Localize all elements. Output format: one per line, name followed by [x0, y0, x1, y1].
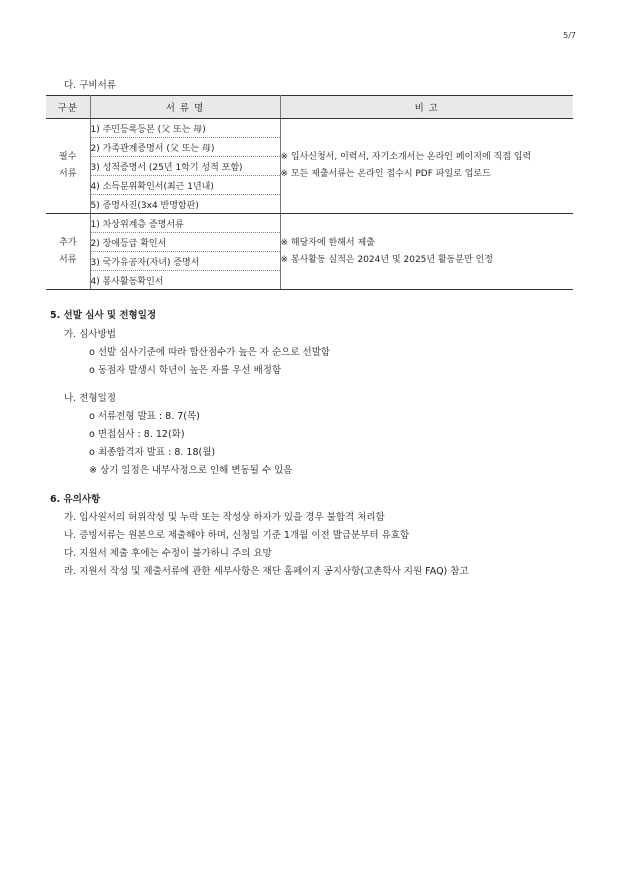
table-row: [46, 119, 573, 138]
remarks-additional: ※ 해당자에 한해서 제출 ※ 봉사활동 실적은 2024년 및 2025년 활동분만 인정: [280, 214, 573, 290]
document-item: 4) 소득분위확인서(최근 1년내): [90, 176, 280, 195]
list-item: o 동점자 발생시 학년이 높은 자를 우선 배정함: [89, 365, 282, 376]
document-item: 2) 가족관계증명서 (父 또는 母): [90, 138, 280, 157]
schedule-title: 나. 전형일정: [64, 393, 116, 404]
list-item: 라. 지원서 작성 및 제출서류에 관한 세부사항은 재단 홈페이지 공지사항(고촌학사 지원 FAQ) 참고: [64, 566, 469, 577]
required-documents-table: [46, 95, 573, 290]
category-required: 필수 서류: [46, 119, 90, 214]
document-item: 3) 성적증명서 (25년 1학기 성적 포함): [90, 157, 280, 176]
list-item: 가. 입사원서의 허위작성 및 누락 또는 작성상 하자가 있을 경우 불합격 처리함: [64, 512, 385, 523]
document-item: 1) 주민등록등본 (父 또는 母): [90, 119, 280, 138]
screening-method-title: 가. 심사방법: [64, 329, 116, 340]
list-item: o 서류전형 발표 : 8. 7(목): [89, 411, 200, 422]
document-item: 1) 차상위계층 증명서류: [90, 214, 280, 233]
table-row: [46, 214, 573, 233]
table-header-row: [46, 96, 573, 119]
schedule-note: ※ 상기 일정은 내부사정으로 인해 변동될 수 있음: [89, 465, 293, 476]
remarks-required: ※ 입사신청서, 이력서, 자기소개서는 온라인 페이지에 직접 입력 ※ 모든 제출서류는 온라인 접수시 PDF 파일로 업로드: [280, 119, 573, 214]
header-document-name: 서 류 명: [90, 96, 280, 119]
document-item: 4) 봉사활동확인서: [90, 271, 280, 290]
document-item: 3) 국가유공자(자녀) 증명서: [90, 252, 280, 271]
list-item: o 면접심사 : 8. 12(화): [89, 429, 185, 440]
docs-section-title: 다. 구비서류: [64, 80, 116, 91]
header-remarks: 비 고: [280, 96, 573, 119]
list-item: 다. 지원서 제출 후에는 수정이 불가하니 주의 요망: [64, 548, 272, 559]
category-additional: 추가 서류: [46, 214, 90, 290]
section-6-title: 6. 유의사항: [50, 494, 101, 505]
list-item: o 선발 심사기준에 따라 합산점수가 높은 자 순으로 선발함: [89, 347, 331, 358]
header-category: 구분: [46, 96, 90, 119]
page-number: 5/7: [563, 31, 576, 40]
document-item: 5) 증명사진(3x4 반명함판): [90, 195, 280, 214]
list-item: 나. 증빙서류는 원본으로 제출해야 하며, 신청일 기준 1개월 이전 발급분부터 유효함: [64, 530, 410, 541]
document-item: 2) 장애등급 확인서: [90, 233, 280, 252]
list-item: o 최종합격자 발표 : 8. 18(월): [89, 447, 216, 458]
section-5-title: 5. 선발 심사 및 전형일정: [50, 310, 157, 321]
